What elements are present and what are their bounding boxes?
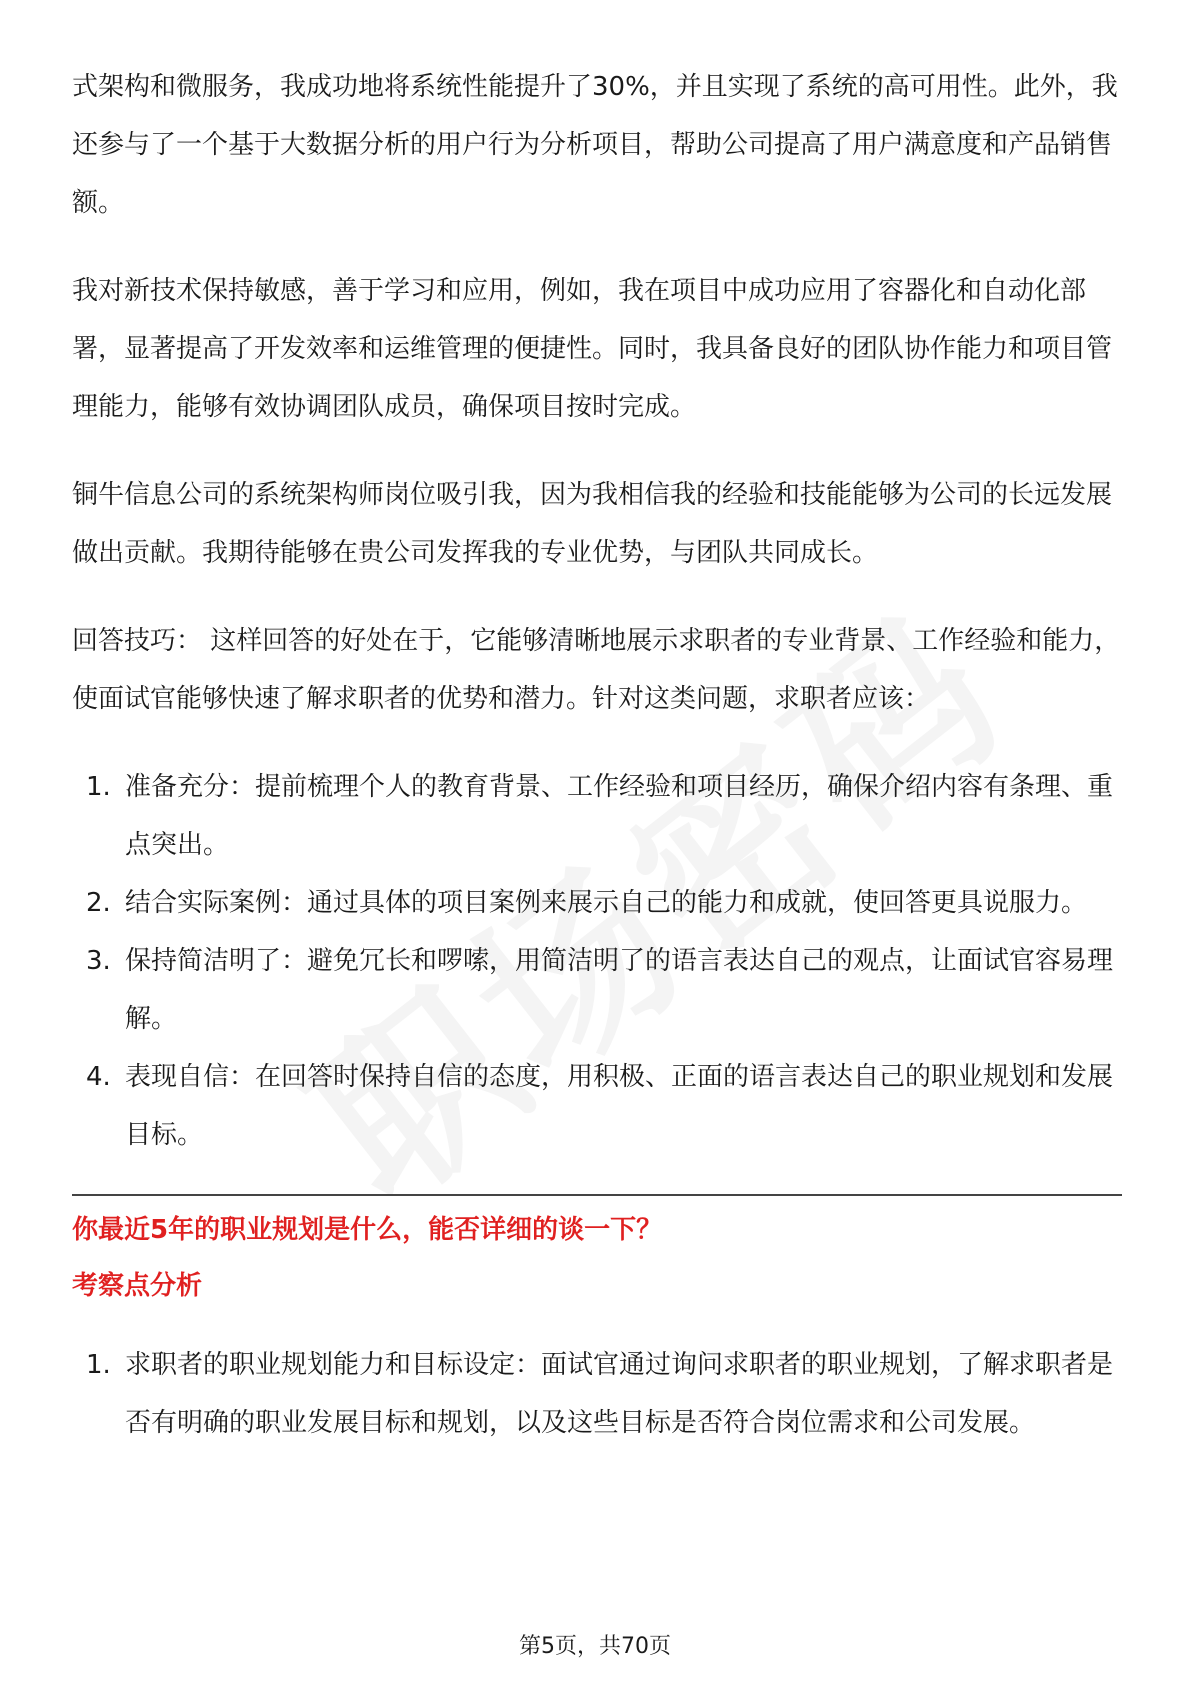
list-number: 3. xyxy=(86,946,111,976)
question-title: 你最近5年的职业规划是什么，能否详细的谈一下？ xyxy=(72,1215,663,1245)
list-item xyxy=(72,874,1122,932)
paragraph-new-tech: 我对新技术保持敏感，善于学习和应用，例如，我在项目中成功应用了容器化和自动化部署，显著提高了开发效率和运维管理的便捷性。同时，我具备良好的团队协作能力和项目管理能力，能够有效协调团队成员，确保项目按时完成。 xyxy=(72,276,1113,422)
section-divider xyxy=(72,1194,1122,1196)
analysis-list xyxy=(72,1336,1122,1452)
list-number: 2. xyxy=(86,888,111,918)
paragraph-architecture: 式架构和微服务，我成功地将系统性能提升了30%，并且实现了系统的高可用性。此外，我还参与了一个基于大数据分析的用户行为分析项目，帮助公司提高了用户满意度和产品销售额。 xyxy=(72,72,1118,218)
list-text: 求职者的职业规划能力和目标设定：面试官通过询问求职者的职业规划，了解求职者是否有明确的职业发展目标和规划，以及这些目标是否符合岗位需求和公司发展。 xyxy=(125,1350,1114,1438)
list-number: 4. xyxy=(86,1062,111,1092)
page-content xyxy=(72,58,1122,1482)
list-number: 1. xyxy=(86,1350,111,1380)
list-item xyxy=(72,758,1122,874)
list-number: 1. xyxy=(86,772,111,802)
list-text: 结合实际案例：通过具体的项目案例来展示自己的能力和成就，使回答更具说服力。 xyxy=(125,888,1088,918)
list-text: 表现自信：在回答时保持自信的态度，用积极、正面的语言表达自己的职业规划和发展目标。 xyxy=(125,1062,1114,1150)
list-item xyxy=(72,932,1122,1048)
question-subtitle: 考察点分析 xyxy=(72,1271,203,1301)
list-text: 准备充分：提前梳理个人的教育背景、工作经验和项目经历，确保介绍内容有条理、重点突出。 xyxy=(125,772,1114,860)
tips-list xyxy=(72,758,1122,1164)
list-item xyxy=(72,1336,1122,1452)
list-item xyxy=(72,1048,1122,1164)
paragraph-answer-tips: 回答技巧： 这样回答的好处在于，它能够清晰地展示求职者的专业背景、工作经验和能力，使面试官能够快速了解求职者的优势和潜力。针对这类问题，求职者应该： xyxy=(72,626,1121,714)
page-number: 第5页，共70页 xyxy=(519,1634,671,1659)
list-text: 保持简洁明了：避免冗长和啰嗦，用简洁明了的语言表达自己的观点，让面试官容易理解。 xyxy=(125,946,1114,1034)
paragraph-motivation: 铜牛信息公司的系统架构师岗位吸引我，因为我相信我的经验和技能能够为公司的长远发展做出贡献。我期待能够在贵公司发挥我的专业优势，与团队共同成长。 xyxy=(72,480,1113,568)
